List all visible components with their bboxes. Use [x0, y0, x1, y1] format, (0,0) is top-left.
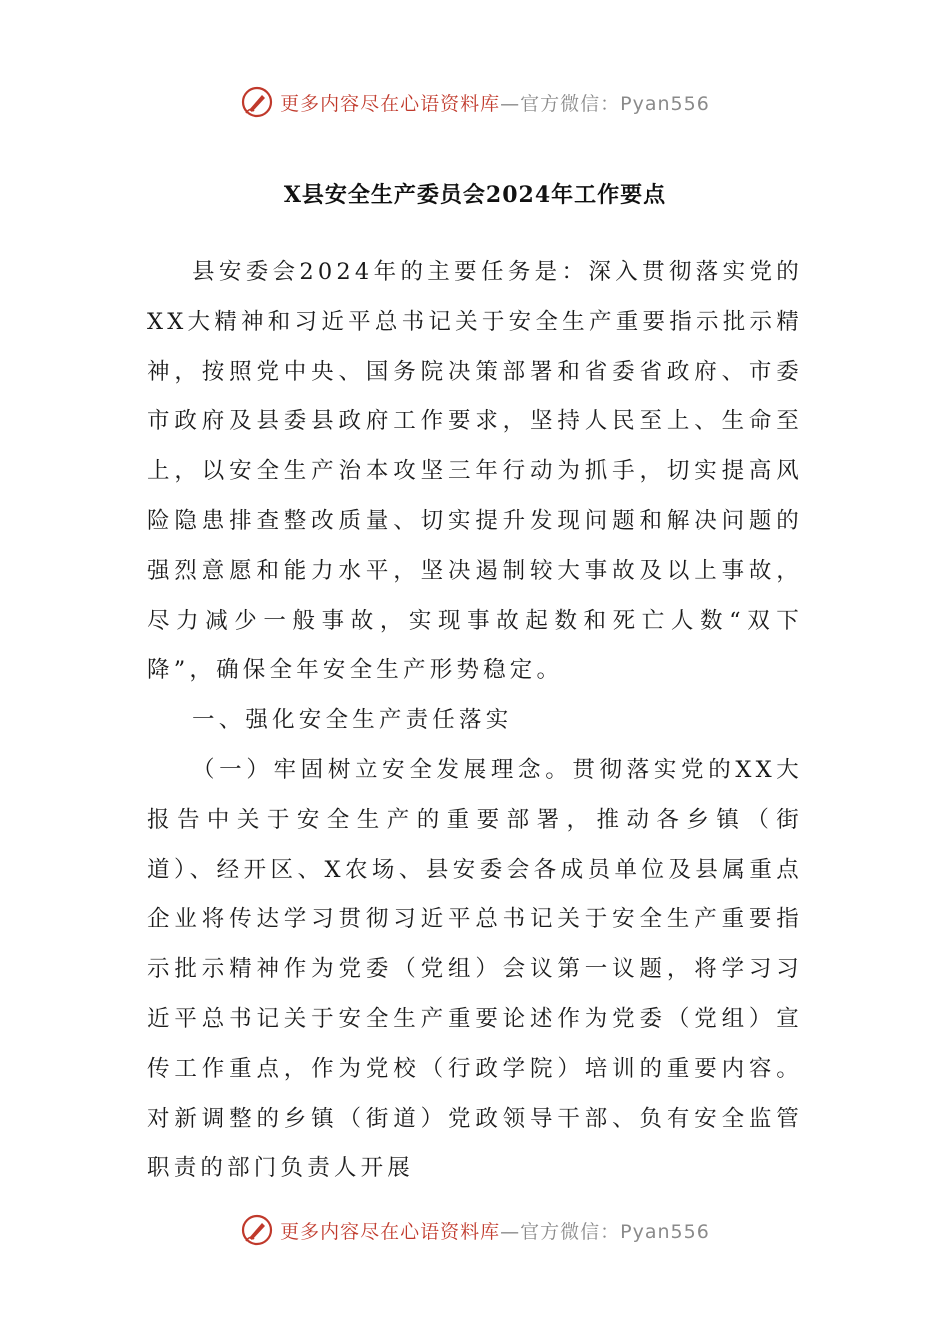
section-heading-1: 一、强化安全生产责任落实: [192, 707, 513, 734]
watermark-text: 更多内容尽在心语资料库—官方微信：Pyan556: [280, 1220, 710, 1243]
paragraph-intro: 县安委会2024年的主要任务是：深入贯彻落实党的XX大精神和习近平总书记关于安全生产重要指示批示精神，按照党中央、国务院决策部署和省委省政府、市委市政府及县委县政府工作要求，坚持人民至上、生命至上，以安全生产治本攻坚三年行动为抓手，切实提高风险隐患排查整改质量、切实提升发现问题和解决问题的强烈意愿和能力水平，坚决遏制较大事故及以上事故，尽力减少一般事故，实现事故起数和死亡人数“双下降”，确保全年安全生产形势稳定。: [147, 259, 803, 684]
watermark-text: 更多内容尽在心语资料库—官方微信：Pyan556: [280, 92, 710, 115]
pen-circle-logo-icon: [240, 1213, 274, 1247]
footer-watermark-banner: [0, 1210, 950, 1250]
paragraph-1-1: （一）牢固树立安全发展理念。贯彻落实党的XX大报告中关于安全生产的重要部署，推动各乡镇（街道）、经开区、X农场、县安委会各成员单位及县属重点企业将传达学习贯彻习近平总书记关于安全生产重要指示批示精神作为党委（党组）会议第一议题，将学习习近平总书记关于安全生产重要论述作为党委（党组）宣传工作重点，作为党校（行政学院）培训的重要内容。对新调整的乡镇（街道）党政领导干部、负有安全监管职责的部门负责人开展: [147, 756, 803, 1182]
document-title: X县安全生产委员会2024年工作要点: [283, 182, 667, 208]
pen-circle-logo-icon: [240, 85, 274, 119]
header-watermark-banner: [0, 82, 950, 122]
document-body: [147, 248, 803, 1194]
